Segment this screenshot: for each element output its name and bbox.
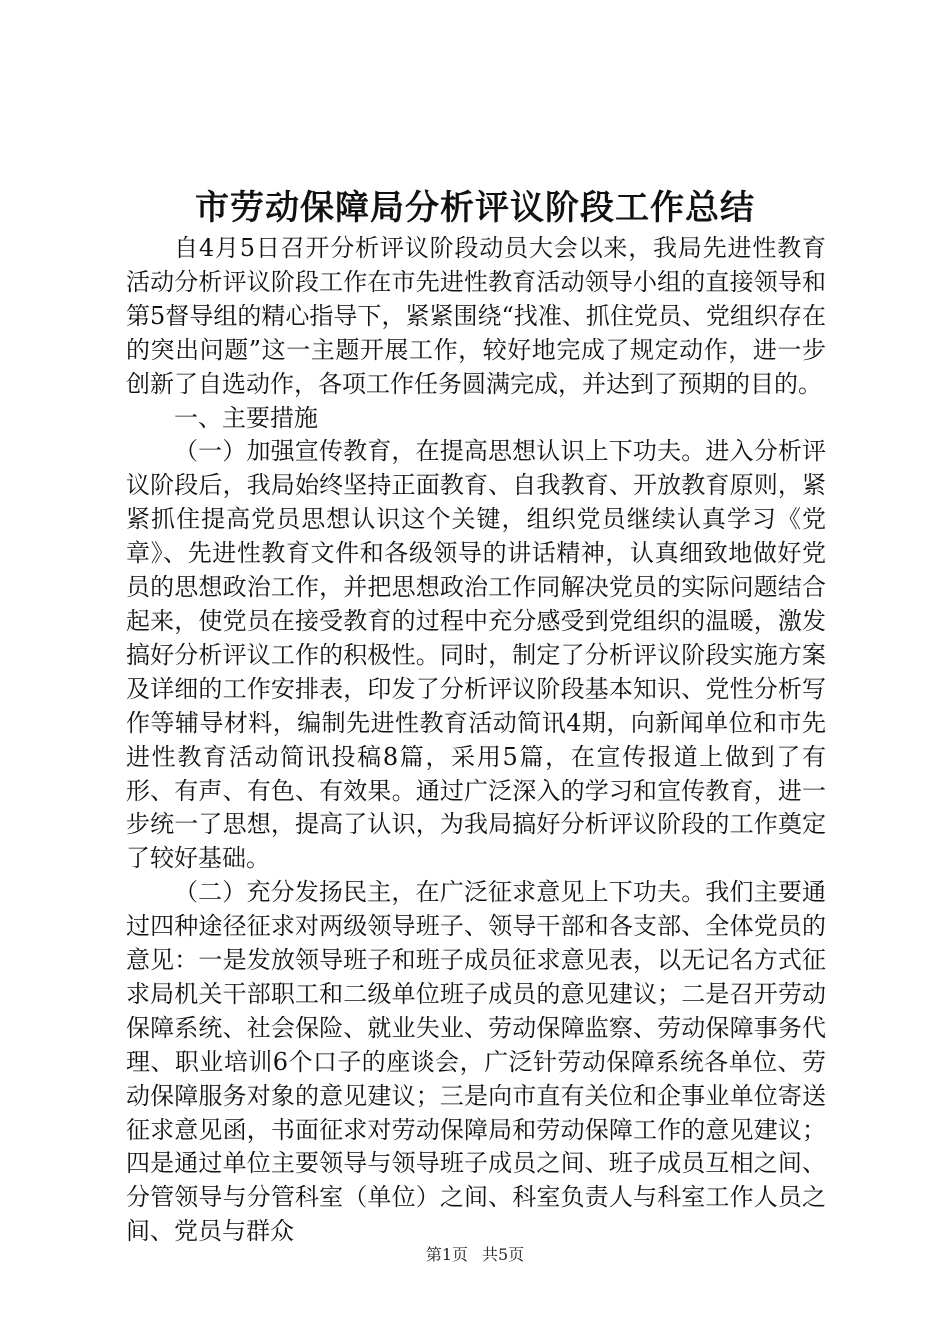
measure-paragraph-1: （一）加强宣传教育，在提高思想认识上下功夫。进入分析评议阶段后，我局始终坚持正面教育、自我教育、开放教育原则，紧紧抓住提高党员思想认识这个关键，组织党员继续认真学习《党章》、先进性教育文件和各级领导的讲话精神，认真细致地做好党员的思想政治工作，并把思想政治工作同解决党员的实际问题结合起来，使党员在接受教育的过程中充分感受到党组织的温暖，激发搞好分析评议工作的积极性。同时，制定了分析评议阶段实施方案及详细的工作安排表，印发了分析评议阶段基本知识、党性分析写作等辅导材料，编制先进性教育活动简讯4期，向新闻单位和市先进性教育活动简讯投稿8篇，采用5篇，在宣传报道上做到了有形、有声、有色、有效果。通过广泛深入的学习和宣传教育，进一步统一了思想，提高了认识，为我局搞好分析评议阶段的工作奠定了较好基础。	[126, 437, 826, 873]
document-body	[126, 232, 826, 1249]
page-total: 共5页	[482, 1245, 525, 1264]
document-title: 市劳动保障局分析评议阶段工作总结	[195, 188, 755, 228]
intro-paragraph: 自4月5日召开分析评议阶段动员大会以来，我局先进性教育活动分析评议阶段工作在市先进性教育活动领导小组的直接领导和第5督导组的精心指导下，紧紧围绕“找准、抓住党员、党组织存在的突出问题”这一主题开展工作，较好地完成了规定动作，进一步创新了自选动作，各项工作任务圆满完成，并达到了预期的目的。	[126, 234, 826, 398]
page-number: 第1页	[425, 1245, 468, 1264]
measure-paragraph-2: （二）充分发扬民主，在广泛征求意见上下功夫。我们主要通过四种途径征求对两级领导班子、领导干部和各支部、全体党员的意见：一是发放领导班子和班子成员征求意见表，以无记名方式征求局机关干部职工和二级单位班子成员的意见建议；二是召开劳动保障系统、社会保险、就业失业、劳动保障监察、劳动保障事务代理、职业培训6个口子的座谈会，广泛针劳动保障系统各单位、劳动保障服务对象的意见建议；三是向市直有关位和企事业单位寄送征求意见函，书面征求对劳动保障局和劳动保障工作的意见建议；四是通过单位主要领导与领导班子成员之间、班子成员互相之间、分管领导与分管科室（单位）之间、科室负责人与科室工作人员之间、党员与群众	[126, 878, 826, 1246]
page-footer	[0, 1244, 950, 1266]
section-heading-main-measures: 一、主要措施	[174, 403, 318, 432]
